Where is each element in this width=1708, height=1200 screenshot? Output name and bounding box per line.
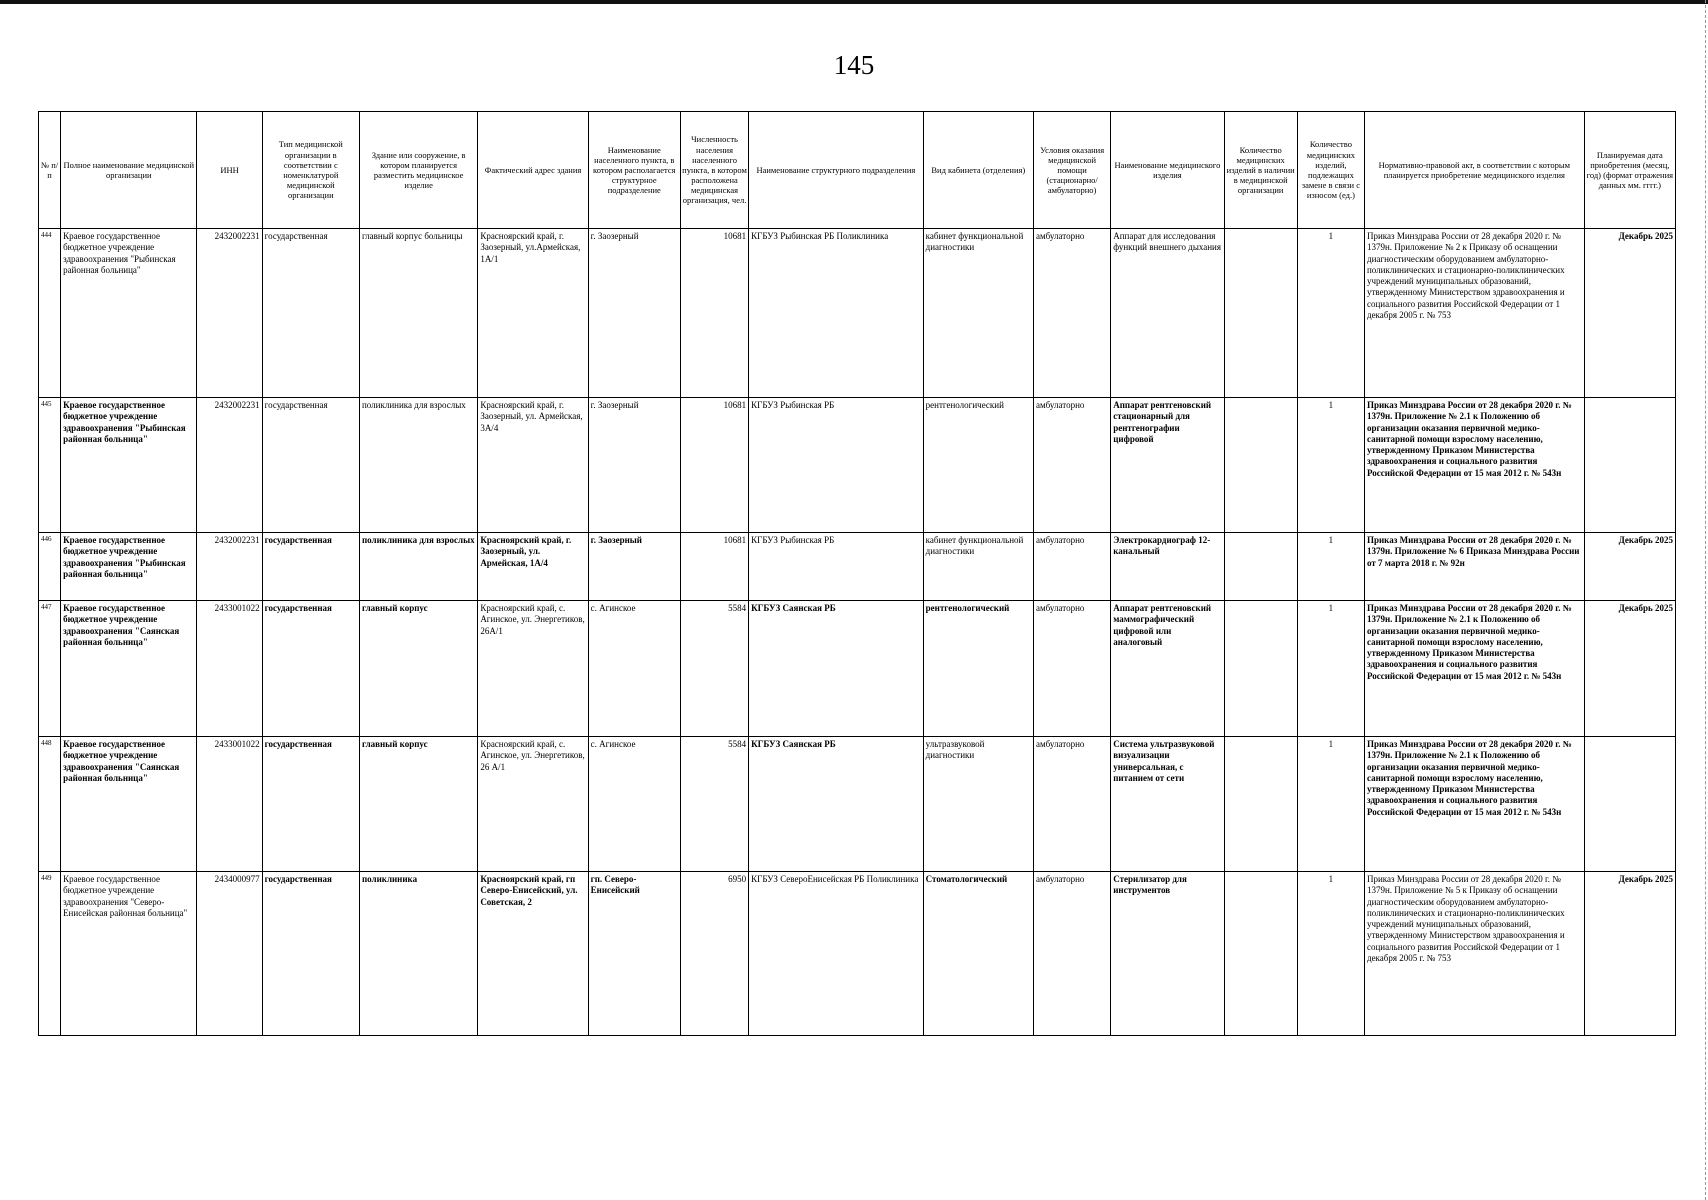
header-cell: Наименование структурного подразделения [749, 112, 924, 229]
row-number: 448 [39, 737, 61, 872]
building: поликлиника для взрослых [359, 533, 477, 601]
device-name: Аппарат рентгеновский маммографический цифровой или аналоговый [1111, 601, 1224, 737]
equipment-table [38, 111, 1676, 1036]
legal-act: Приказ Минздрава России от 28 декабря 2020 г. № 1379н. Приложение № 2.1 к Положению об организации оказания первичной медико-санитарной помощи взрослому населению, утвержденному Приказом Министерства здравоохранения и социального развития Российской Федерации от 15 мая 2012 г. № 543н [1364, 398, 1584, 533]
inn: 2432002231 [197, 533, 262, 601]
header-cell: Вид кабинета (отделения) [923, 112, 1033, 229]
header-cell: Количество медицинских изделий, подлежащих замене в связи с износом (ед.) [1297, 112, 1364, 229]
cabinet-type: кабинет функциональной диагностики [923, 533, 1033, 601]
building: поликлиника для взрослых [359, 398, 477, 533]
org-type: государственная [262, 533, 359, 601]
row-number: 449 [39, 872, 61, 1036]
header-cell: Численность населения населенного пункта, в котором расположена медицинская организация, чел. [680, 112, 748, 229]
population: 10681 [680, 398, 748, 533]
cabinet-type: кабинет функциональной диагностики [923, 229, 1033, 398]
row-number: 445 [39, 398, 61, 533]
header-cell: Наименование медицинского изделия [1111, 112, 1224, 229]
locality: с. Агинское [588, 737, 680, 872]
org-type: государственная [262, 872, 359, 1036]
page-number: 145 [833, 50, 875, 80]
devices-to-replace: 1 [1297, 872, 1364, 1036]
table-row [39, 601, 1676, 737]
care-conditions: амбулаторно [1033, 737, 1110, 872]
table-row [39, 737, 1676, 872]
table-row [39, 533, 1676, 601]
header-cell: Фактический адрес здания [478, 112, 588, 229]
address: Красноярский край, г. Заозерный, ул.Армейская, 1А/1 [478, 229, 588, 398]
legal-act: Приказ Минздрава России от 28 декабря 2020 г. № 1379н. Приложение № 6 Приказа Минздрава России от 7 марта 2018 г. № 92н [1364, 533, 1584, 601]
devices-in-stock [1224, 398, 1297, 533]
address: Красноярский край, с. Агинское, ул. Энергетиков, 26А/1 [478, 601, 588, 737]
devices-in-stock [1224, 229, 1297, 398]
header-cell: Количество медицинских изделий в наличии в медицинской организации [1224, 112, 1297, 229]
devices-to-replace: 1 [1297, 737, 1364, 872]
purchase-date [1584, 737, 1675, 872]
header-cell: ИНН [197, 112, 262, 229]
purchase-date: Декабрь 2025 [1584, 872, 1675, 1036]
care-conditions: амбулаторно [1033, 229, 1110, 398]
header-row [39, 112, 1676, 229]
scan-edge [1705, 0, 1706, 1200]
org-name: Краевое государственное бюджетное учреждение здравоохранения "Саянская районная больница" [61, 601, 197, 737]
population: 6950 [680, 872, 748, 1036]
devices-to-replace: 1 [1297, 229, 1364, 398]
population: 10681 [680, 229, 748, 398]
org-type: государственная [262, 737, 359, 872]
purchase-date [1584, 398, 1675, 533]
address: Красноярский край, гп Северо-Енисейский, ул. Советская, 2 [478, 872, 588, 1036]
row-number: 446 [39, 533, 61, 601]
org-type: государственная [262, 601, 359, 737]
header-cell: Полное наименование медицинской организации [61, 112, 197, 229]
top-border-rule [0, 0, 1708, 4]
building: главный корпус [359, 737, 477, 872]
org-type: государственная [262, 398, 359, 533]
header-cell: Тип медицинской организации в соответствии с номенклатурой медицинской организации [262, 112, 359, 229]
devices-to-replace: 1 [1297, 398, 1364, 533]
locality: г. Заозерный [588, 398, 680, 533]
inn: 2434000977 [197, 872, 262, 1036]
inn: 2433001022 [197, 737, 262, 872]
org-name: Краевое государственное бюджетное учреждение здравоохранения "Рыбинская районная больница" [61, 533, 197, 601]
unit-name: КГБУЗ Рыбинская РБ [749, 398, 924, 533]
devices-in-stock [1224, 601, 1297, 737]
legal-act: Приказ Минздрава России от 28 декабря 2020 г. № 1379н. Приложение № 2 к Приказу об оснащении диагностическим оборудованием амбулаторно-поликлинических и стационарно-поликлинических учреждений муниципальных образований, утвержденному Министерством здравоохранения и социального развития Российской Федерации от 1 декабря 2005 г. № 753 [1364, 229, 1584, 398]
row-number: 447 [39, 601, 61, 737]
inn: 2432002231 [197, 229, 262, 398]
locality: г. Заозерный [588, 533, 680, 601]
address: Красноярский край, г. Заозерный, ул. Армейская, 1А/4 [478, 533, 588, 601]
org-name: Краевое государственное бюджетное учреждение здравоохранения "Саянская районная больница" [61, 737, 197, 872]
purchase-date: Декабрь 2025 [1584, 533, 1675, 601]
legal-act: Приказ Минздрава России от 28 декабря 2020 г. № 1379н. Приложение № 5 к Приказу об оснащении диагностическим оборудованием амбулаторно-поликлинических и стационарно-поликлинических учреждений муниципальных образований, утвержденному Министерством здравоохранения и социального развития Российской Федерации от 1 декабря 2005 г. № 753 [1364, 872, 1584, 1036]
header-cell: № п/п [39, 112, 61, 229]
header-cell: Наименование населенного пункта, в котором располагается структурное подразделение [588, 112, 680, 229]
care-conditions: амбулаторно [1033, 872, 1110, 1036]
device-name: Аппарат рентгеновский стационарный для рентгенографии цифровой [1111, 398, 1224, 533]
building: главный корпус больницы [359, 229, 477, 398]
unit-name: КГБУЗ Рыбинская РБ Поликлиника [749, 229, 924, 398]
locality: г. Заозерный [588, 229, 680, 398]
org-name: Краевое государственное бюджетное учреждение здравоохранения "Северо-Енисейская районная больница" [61, 872, 197, 1036]
cabinet-type: рентгенологический [923, 398, 1033, 533]
address: Красноярский край, с. Агинское, ул. Энергетиков, 26 А/1 [478, 737, 588, 872]
header-cell: Здание или сооружение, в котором планируется разместить медицинское изделие [359, 112, 477, 229]
care-conditions: амбулаторно [1033, 398, 1110, 533]
devices-to-replace: 1 [1297, 533, 1364, 601]
purchase-date: Декабрь 2025 [1584, 229, 1675, 398]
org-type: государственная [262, 229, 359, 398]
device-name: Система ультразвуковой визуализации универсальная, с питанием от сети [1111, 737, 1224, 872]
device-name: Электрокардиограф 12-канальный [1111, 533, 1224, 601]
inn: 2432002231 [197, 398, 262, 533]
locality: с. Агинское [588, 601, 680, 737]
cabinet-type: рентгенологический [923, 601, 1033, 737]
table-row [39, 398, 1676, 533]
population: 5584 [680, 737, 748, 872]
unit-name: КГБУЗ Рыбинская РБ [749, 533, 924, 601]
table-row [39, 229, 1676, 398]
purchase-date: Декабрь 2025 [1584, 601, 1675, 737]
care-conditions: амбулаторно [1033, 533, 1110, 601]
address: Красноярский край, г. Заозерный, ул. Армейская, 3А/4 [478, 398, 588, 533]
legal-act: Приказ Минздрава России от 28 декабря 2020 г. № 1379н. Приложение № 2.1 к Положению об организации оказания первичной медико-санитарной помощи взрослому населению, утвержденному Приказом Министерства здравоохранения и социального развития Российской Федерации от 15 мая 2012 г. № 543н [1364, 737, 1584, 872]
devices-in-stock [1224, 533, 1297, 601]
unit-name: КГБУЗ СевероЕнисейская РБ Поликлиника [749, 872, 924, 1036]
unit-name: КГБУЗ Саянская РБ [749, 601, 924, 737]
cabinet-type: ультразвуковой диагностики [923, 737, 1033, 872]
legal-act: Приказ Минздрава России от 28 декабря 2020 г. № 1379н. Приложение № 2.1 к Положению об организации оказания первичной медико-санитарной помощи взрослому населению, утвержденному Приказом Министерства здравоохранения и социального развития Российской Федерации от 15 мая 2012 г. № 543н [1364, 601, 1584, 737]
header-cell: Нормативно-правовой акт, в соответствии с которым планируется приобретение медицинского изделия [1364, 112, 1584, 229]
table-row [39, 872, 1676, 1036]
cabinet-type: Стоматологический [923, 872, 1033, 1036]
population: 5584 [680, 601, 748, 737]
devices-in-stock [1224, 872, 1297, 1036]
inn: 2433001022 [197, 601, 262, 737]
org-name: Краевое государственное бюджетное учреждение здравоохранения "Рыбинская районная больница" [61, 229, 197, 398]
building: поликлиника [359, 872, 477, 1036]
devices-to-replace: 1 [1297, 601, 1364, 737]
header-cell: Планируемая дата приобретения (месяц, год) (формат отражения данных мм. гггг.) [1584, 112, 1675, 229]
device-name: Аппарат для исследования функций внешнего дыхания [1111, 229, 1224, 398]
population: 10681 [680, 533, 748, 601]
devices-in-stock [1224, 737, 1297, 872]
care-conditions: амбулаторно [1033, 601, 1110, 737]
building: главный корпус [359, 601, 477, 737]
org-name: Краевое государственное бюджетное учреждение здравоохранения "Рыбинская районная больница" [61, 398, 197, 533]
device-name: Стерилизатор для инструментов [1111, 872, 1224, 1036]
unit-name: КГБУЗ Саянская РБ [749, 737, 924, 872]
row-number: 444 [39, 229, 61, 398]
locality: гп. Северо-Енисейский [588, 872, 680, 1036]
header-cell: Условия оказания медицинской помощи (стационарно/амбулаторно) [1033, 112, 1110, 229]
